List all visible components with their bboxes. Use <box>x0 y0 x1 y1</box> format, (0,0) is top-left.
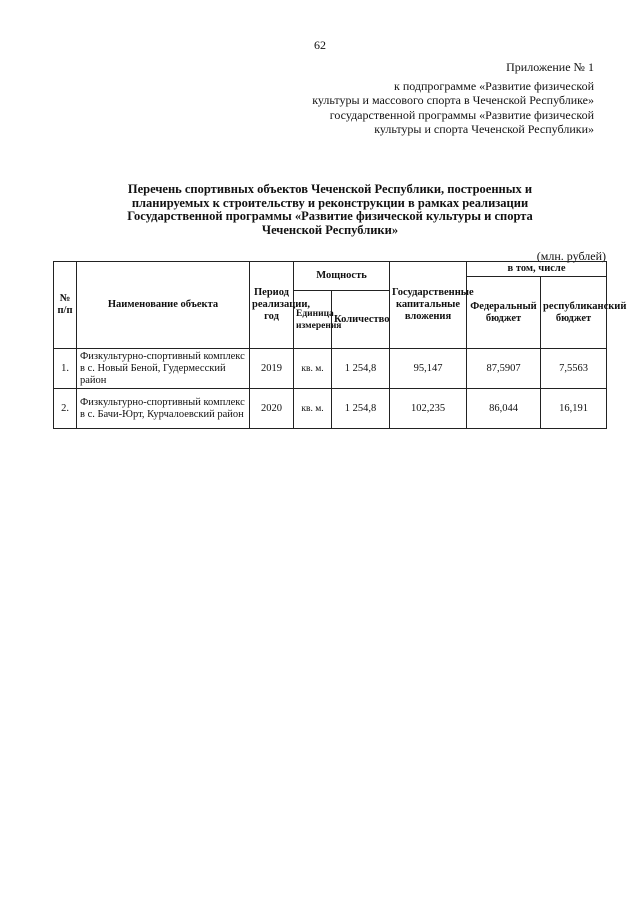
document-title <box>80 183 580 237</box>
title-line: Государственной программы «Развитие физической культуры и спорта <box>127 209 533 223</box>
header-num: № п/п <box>54 262 77 349</box>
header-quantity: Количество <box>332 291 390 349</box>
cell-republic: 7,5563 <box>541 349 607 389</box>
cell-quantity: 1 254,8 <box>332 349 390 389</box>
title-line: Перечень спортивных объектов Чеченской Республики, построенных и <box>127 182 533 196</box>
appendix-line: государственной программы «Развитие физической <box>329 107 594 122</box>
cell-name: Физкультурно-спортивный комплекс в с. Новый Беной, Гудермесский район <box>77 349 250 389</box>
units-label: (млн. рублей) <box>536 249 606 263</box>
appendix-title: Приложение № 1 <box>506 60 594 74</box>
cell-num: 1. <box>54 349 77 389</box>
appendix-line: культуры и спорта Чеченской Республики» <box>374 122 594 136</box>
cell-state-investment: 95,147 <box>390 349 467 389</box>
cell-period: 2020 <box>250 389 294 429</box>
cell-quantity: 1 254,8 <box>332 389 390 429</box>
header-period: Период реализации, год <box>250 262 294 349</box>
header-unit: Единица измерения <box>294 291 332 349</box>
header-name: Наименование объекта <box>77 262 250 349</box>
appendix-line: культуры и массового спорта в Чеченской Республике» <box>312 93 594 107</box>
header-state-investment: Государственные капитальные вложения <box>390 262 467 349</box>
cell-unit: кв. м. <box>294 349 332 389</box>
header-federal: Федеральный бюджет <box>467 277 541 349</box>
sports-objects-table <box>53 261 627 429</box>
table-row <box>54 389 607 429</box>
table-row <box>54 349 607 389</box>
cell-republic: 16,191 <box>541 389 607 429</box>
cell-federal: 87,5907 <box>467 349 541 389</box>
appendix-line: к подпрограмме «Развитие физической <box>393 78 594 93</box>
page-number: 62 <box>314 38 326 52</box>
appendix-block <box>312 60 594 137</box>
cell-num: 2. <box>54 389 77 429</box>
header-republic: республиканский бюджет <box>541 277 607 349</box>
header-capacity: Мощность <box>294 262 390 291</box>
cell-unit: кв. м. <box>294 389 332 429</box>
cell-name: Физкультурно-спортивный комплекс в с. Бачи-Юрт, Курчалоевский район <box>77 389 250 429</box>
cell-federal: 86,044 <box>467 389 541 429</box>
cell-period: 2019 <box>250 349 294 389</box>
header-including: в том, числе <box>467 262 607 277</box>
title-line: планируемых к строительству и реконструкции в рамках реализации <box>131 195 529 210</box>
title-line: Чеченской Республики» <box>261 222 399 237</box>
cell-state-investment: 102,235 <box>390 389 467 429</box>
